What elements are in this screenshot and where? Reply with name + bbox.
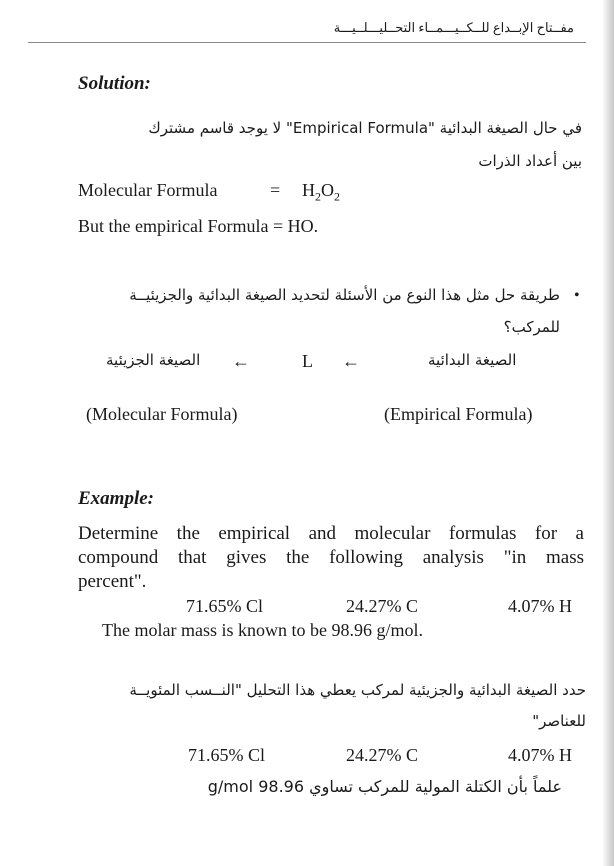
header-rule: [28, 42, 586, 43]
example-c-percent: 24.27% C: [346, 596, 418, 616]
h2o2-h: H: [302, 180, 315, 200]
bullet-icon: •: [574, 287, 580, 304]
diagram-empirical-arabic: الصيغة البدائية: [428, 351, 517, 369]
diagram-arrow-left-icon: ←: [232, 351, 250, 371]
diagram-arrow-right-icon: ←: [342, 351, 360, 371]
diagram-molecular-arabic: الصيغة الجزيئية: [106, 351, 201, 369]
h2o2-sub2: 2: [334, 189, 340, 204]
arabic-example-cl-percent: 71.65% Cl: [188, 745, 266, 765]
solution-arabic-line1: في حال الصيغة البدائية "Empirical Formula" لا يوجد قاسم مشترك: [148, 119, 582, 137]
page-edge-shadow: [602, 0, 614, 866]
label-empirical-formula: (Empirical Formula): [384, 404, 533, 424]
h2o2-o: O: [321, 180, 334, 200]
molecular-formula-label: Molecular Formula: [78, 180, 218, 200]
page-header-title: مفــتاح الإبــداع للــكــيـــمــاء التحــليـــلــيـــة: [333, 20, 574, 35]
example-cl-percent: 71.65% Cl: [186, 596, 264, 616]
example-line1: Determine the empirical and molecular formulas for a: [78, 523, 584, 544]
arabic-example-c-percent: 24.27% C: [346, 745, 418, 765]
example-line2: compound that gives the following analysis "in mass: [78, 547, 584, 568]
solution-heading: Solution:: [78, 73, 151, 94]
example-heading: Example:: [78, 488, 154, 509]
arabic-example-line1: حدد الصيغة البدائية والجزيئية لمركب يعطي هذا التحليل "النــسب المئويــة: [129, 681, 586, 699]
arabic-example-molar-mass: علماً بأن الكتلة المولية للمركب تساوي 98.96 g/mol: [207, 777, 562, 796]
empirical-formula-line: But the empirical Formula = HO.: [78, 216, 319, 236]
example-molar-mass: The molar mass is known to be 98.96 g/mol.: [102, 620, 423, 640]
arabic-example-line2: للعناصر": [532, 712, 586, 730]
method-line2: للمركب؟: [503, 318, 560, 336]
diagram-L: L: [302, 351, 313, 371]
solution-arabic-line2: بين أعداد الذرات: [478, 152, 582, 170]
equals-sign: =: [270, 180, 281, 200]
example-line3: percent".: [78, 571, 147, 592]
method-line1: طريقة حل مثل هذا النوع من الأسئلة لتحديد الصيغة البدائية والجزيئيــة: [129, 286, 560, 304]
h2o2-formula: [302, 180, 340, 205]
h2o2-sub1: 2: [315, 189, 321, 204]
example-h-percent: 4.07% H: [508, 596, 572, 616]
label-molecular-formula: (Molecular Formula): [86, 404, 238, 424]
arabic-example-h-percent: 4.07% H: [508, 745, 572, 765]
